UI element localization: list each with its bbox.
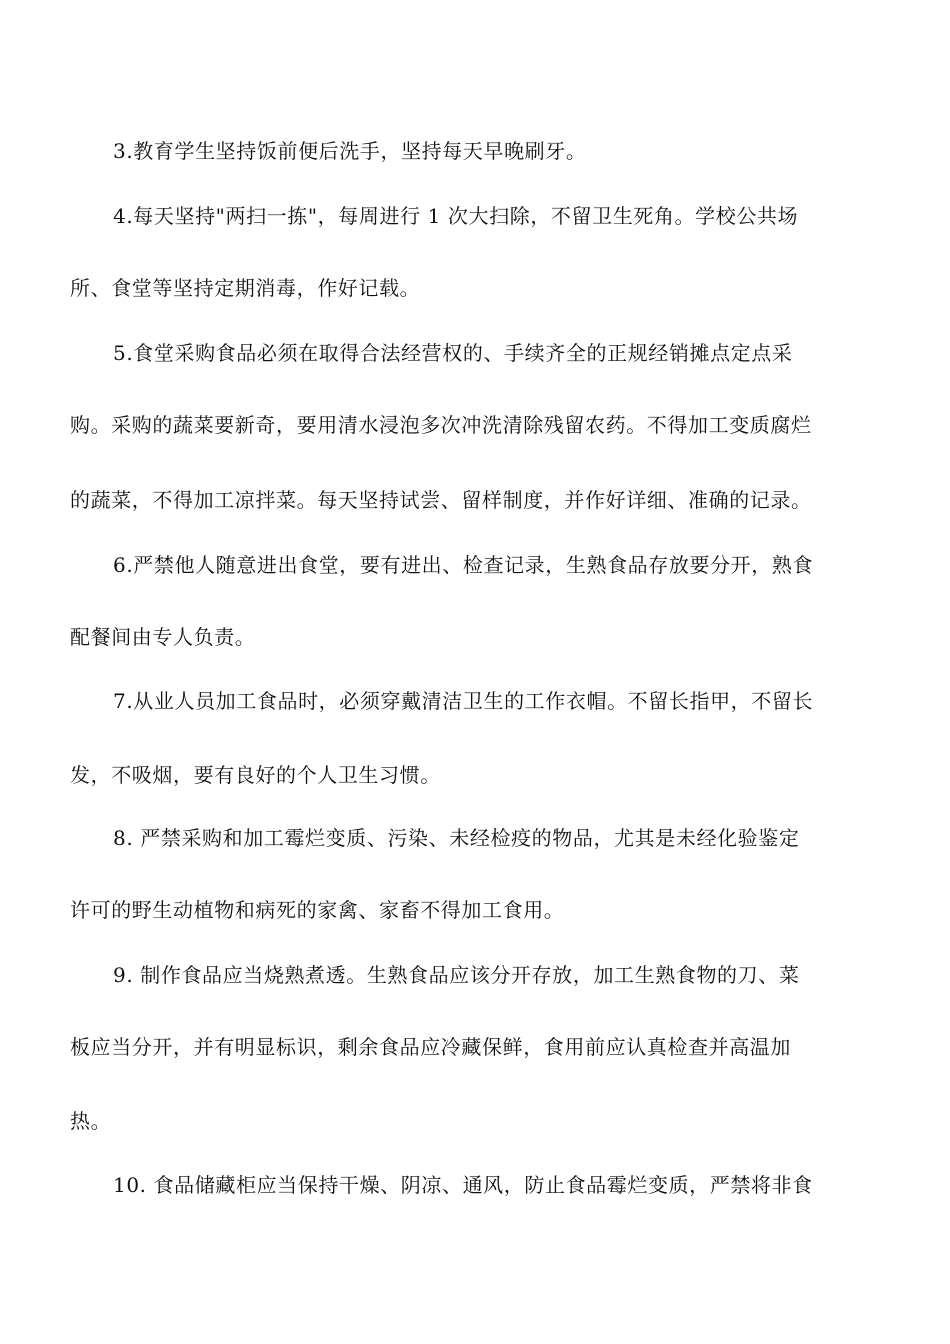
rule-5-line-2: 购。采购的蔬菜要新奇，要用清水浸泡多次冲洗清除残留农药。不得加工变质腐烂 xyxy=(70,413,812,437)
rule-6-line-2: 配餐间由专人负责。 xyxy=(70,625,256,649)
rule-5-line-1: 5.食堂采购食品必须在取得合法经营权的、手续齐全的正规经销摊点定点采 xyxy=(113,341,793,365)
rule-7-line-1: 7.从业人员加工食品时，必须穿戴清洁卫生的工作衣帽。不留长指甲，不留长 xyxy=(113,689,814,713)
rule-8-line-2: 许可的野生动植物和病死的家禽、家畜不得加工食用。 xyxy=(70,898,565,922)
rule-7-line-2: 发，不吸烟，要有良好的个人卫生习惯。 xyxy=(70,763,441,787)
rule-4-line-1: 4.每天坚持"两扫一拣"，每周进行 1 次大扫除，不留卫生死角。学校公共场 xyxy=(113,204,799,228)
rule-5-line-3: 的蔬菜，不得加工凉拌菜。每天坚持试尝、留样制度，并作好详细、准确的记录。 xyxy=(70,488,812,512)
rule-4-line-2: 所、食堂等坚持定期消毒，作好记载。 xyxy=(70,276,421,300)
rule-9-line-1: 9. 制作食品应当烧熟煮透。生熟食品应该分开存放，加工生熟食物的刀、菜 xyxy=(113,963,800,987)
rule-9-line-3: 热。 xyxy=(70,1109,112,1133)
rule-3-line-1: 3.教育学生坚持饭前便后洗手，坚持每天早晚刷牙。 xyxy=(113,139,587,163)
rule-6-line-1: 6.严禁他人随意进出食堂，要有进出、检查记录，生熟食品存放要分开，熟食 xyxy=(113,553,814,577)
rule-10-line-1: 10. 食品储藏柜应当保持干燥、阴凉、通风，防止食品霉烂变质，严禁将非食 xyxy=(113,1173,813,1197)
rule-8-line-1: 8. 严禁采购和加工霉烂变质、污染、未经检疫的物品，尤其是未经化验鉴定 xyxy=(113,826,800,850)
rule-9-line-2: 板应当分开，并有明显标识，剩余食品应冷藏保鲜，食用前应认真检查并高温加 xyxy=(70,1035,791,1059)
